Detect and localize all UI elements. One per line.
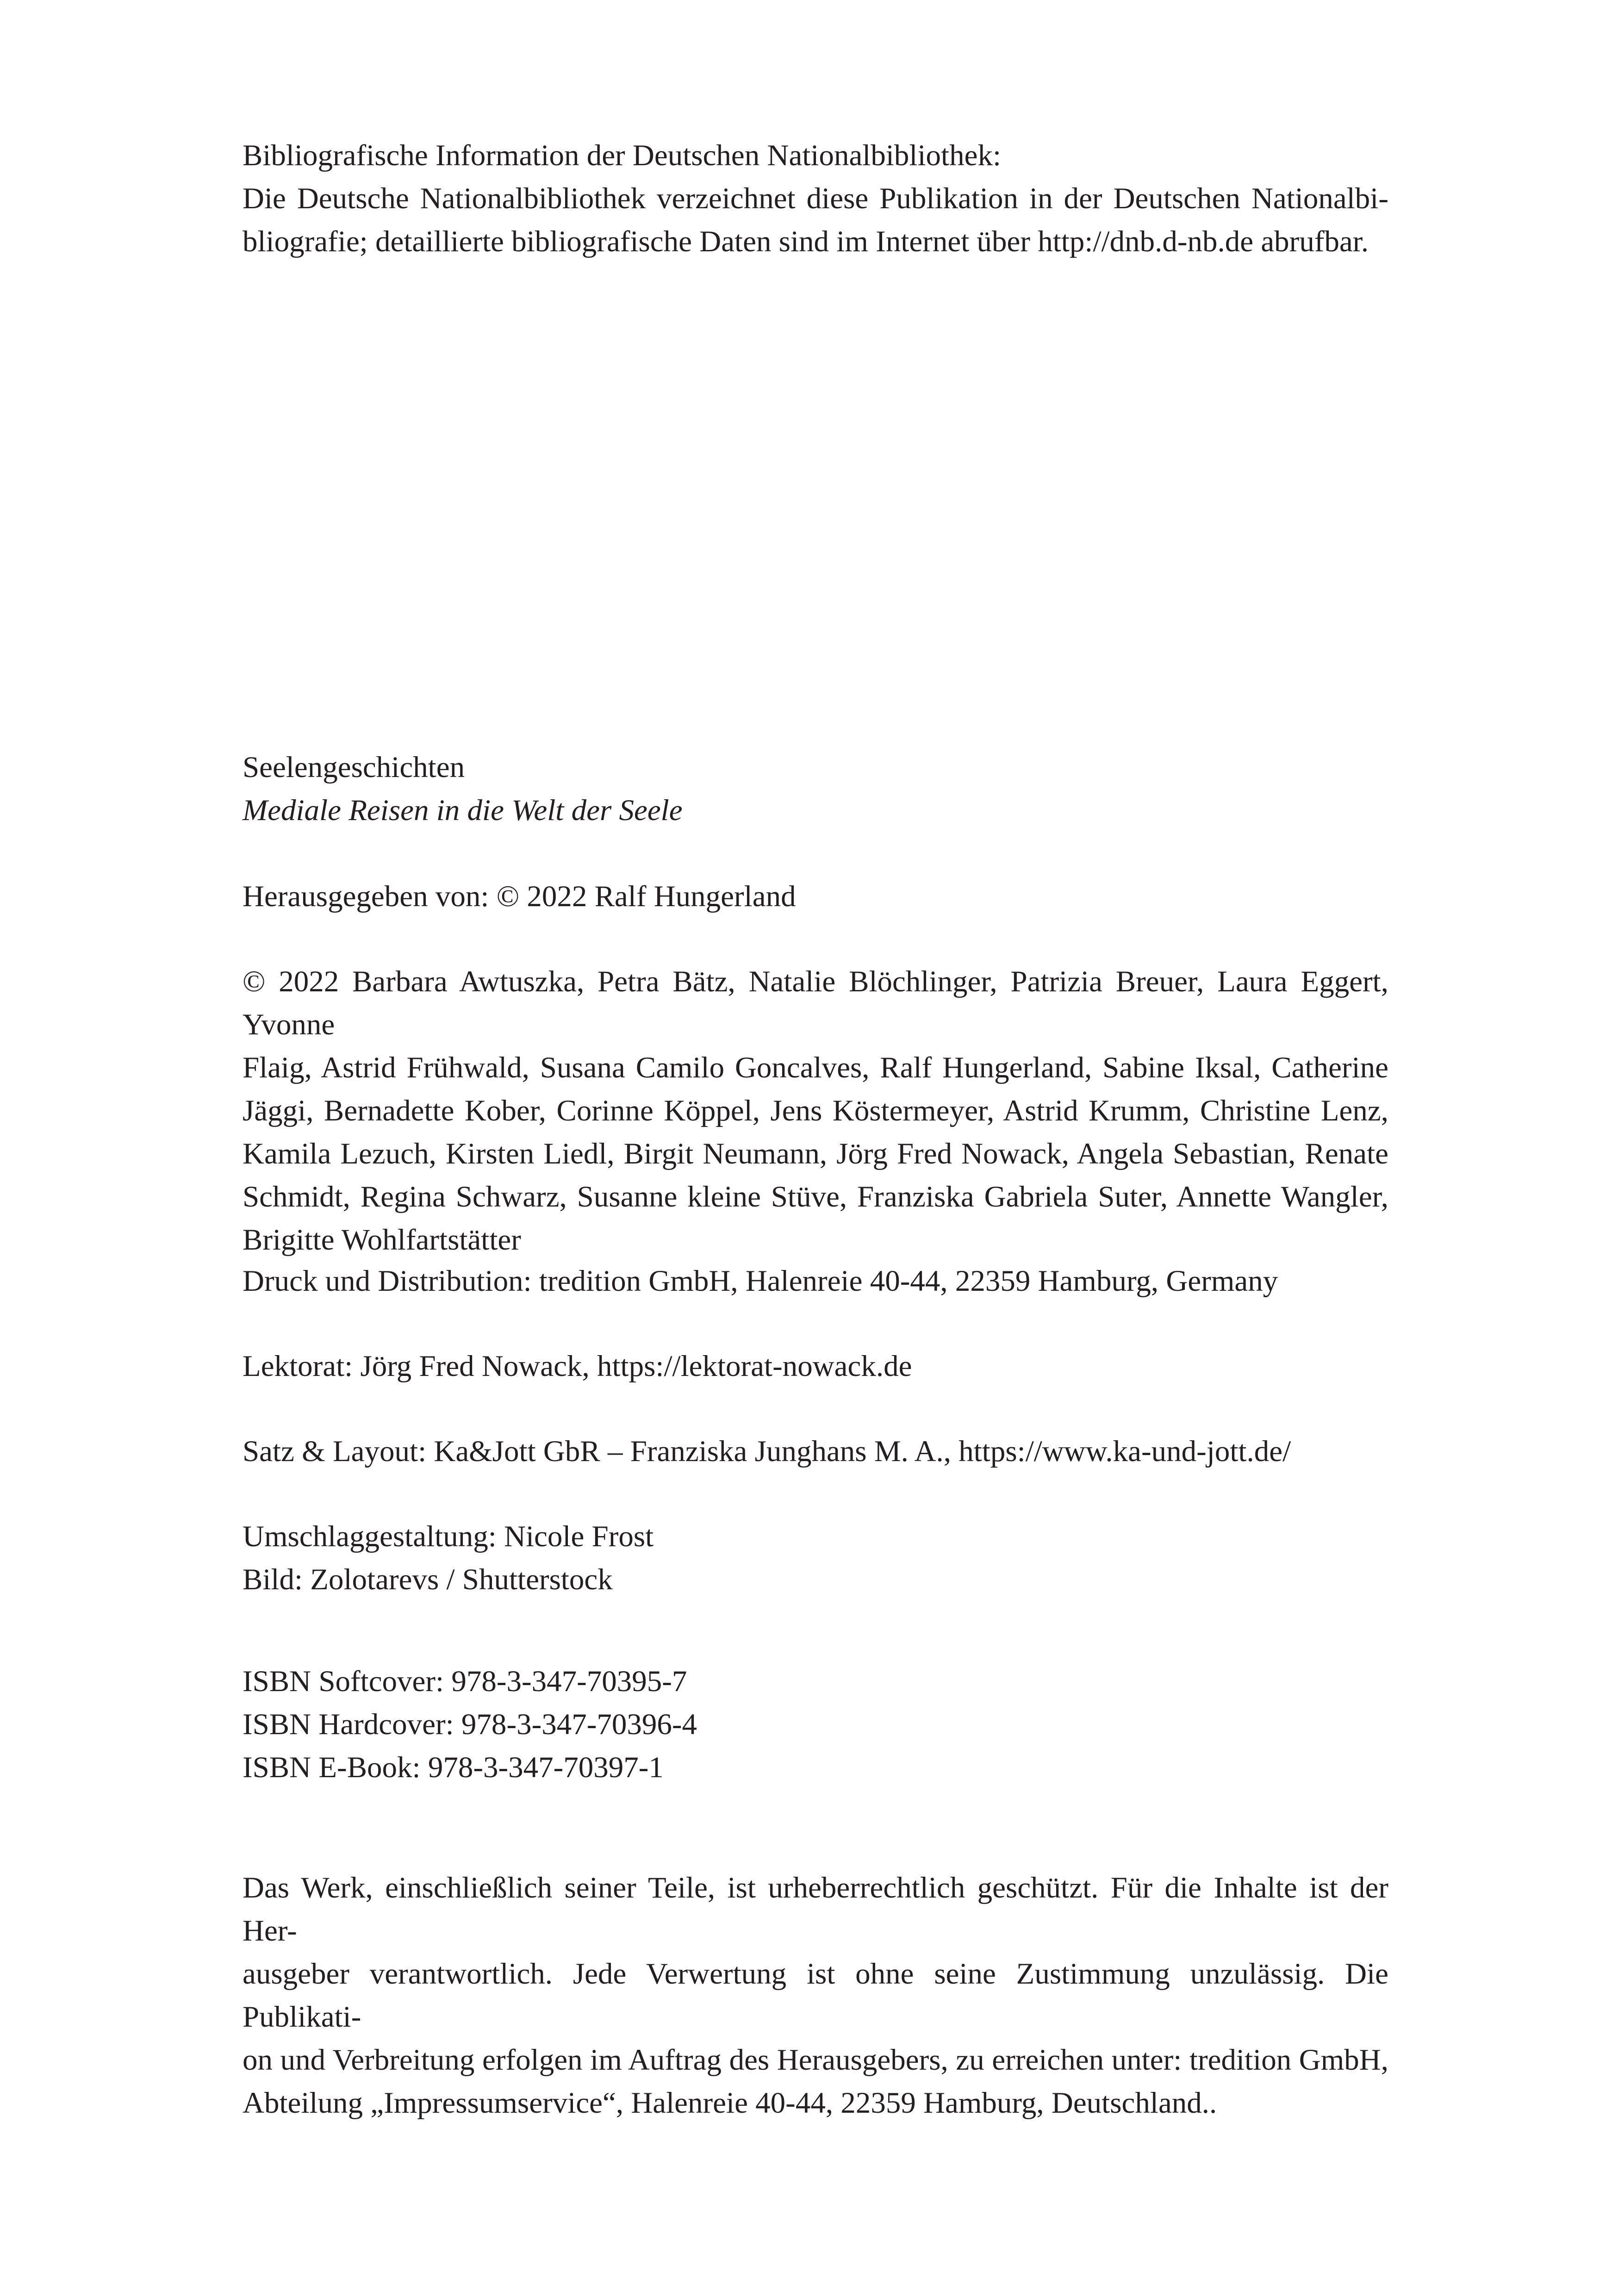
lektorat-credit	[243, 1345, 1388, 1388]
isbn-ebook: ISBN E-Book: 978-3-347-70397-1	[243, 1751, 664, 1784]
isbn-list	[243, 1660, 1388, 1789]
legal-notice	[243, 1867, 1388, 2125]
lektorat-line: Lektorat: Jörg Fred Nowack, https://lektorat-nowack.de	[243, 1350, 912, 1383]
book-title-block	[243, 746, 1388, 832]
authors-copyright	[243, 960, 1388, 1262]
isbn-softcover: ISBN Softcover: 978-3-347-70395-7	[243, 1665, 687, 1698]
legal-line: ausgeber verantwortlich. Jede Verwertung ist ohne seine Zustimmung unzulässig. Die Publikati-	[243, 1957, 1388, 2034]
editor-line: Herausgegeben von: © 2022 Ralf Hungerland	[243, 880, 796, 913]
book-subtitle: Mediale Reisen in die Welt der Seele	[243, 794, 683, 827]
bibliographic-heading: Bibliografische Information der Deutschen Nationalbibliothek:	[243, 139, 1001, 172]
authors-line: Jäggi, Bernadette Kober, Corinne Köppel, Jens Köstermeyer, Astrid Krumm, Christine Lenz,	[243, 1094, 1388, 1127]
cover-credit	[243, 1515, 1388, 1601]
book-title: Seelengeschichten	[243, 751, 465, 784]
authors-line: Kamila Lezuch, Kirsten Liedl, Birgit Neumann, Jörg Fred Nowack, Angela Sebastian, Renate	[243, 1137, 1388, 1170]
bibliographic-info	[243, 134, 1388, 263]
legal-line: on und Verbreitung erfolgen im Auftrag des Herausgebers, zu erreichen unter: tredition GmbH,	[243, 2043, 1388, 2077]
authors-line: Flaig, Astrid Frühwald, Susana Camilo Goncalves, Ralf Hungerland, Sabine Iksal, Catherine	[243, 1051, 1388, 1084]
print-distribution	[243, 1260, 1388, 1303]
layout-credit	[243, 1430, 1388, 1473]
isbn-hardcover: ISBN Hardcover: 978-3-347-70396-4	[243, 1708, 697, 1741]
cover-design-line: Umschlaggestaltung: Nicole Frost	[243, 1520, 654, 1553]
legal-line: Abteilung „Impressumservice“, Halenreie 40-44, 22359 Hamburg, Deutschland..	[243, 2086, 1217, 2120]
authors-line: © 2022 Barbara Awtuszka, Petra Bätz, Natalie Blöchlinger, Patrizia Breuer, Laura Eggert, Yvonne	[243, 965, 1388, 1041]
legal-line: Das Werk, einschließlich seiner Teile, ist urheberrechtlich geschützt. Für die Inhalte ist der Her-	[243, 1871, 1388, 1948]
layout-line: Satz & Layout: Ka&Jott GbR – Franziska Junghans M. A., https://www.ka-und-jott.de/	[243, 1435, 1291, 1468]
authors-line: Schmidt, Regina Schwarz, Susanne kleine Stüve, Franziska Gabriela Suter, Annette Wangler,	[243, 1180, 1388, 1213]
bibliographic-line: Die Deutsche Nationalbibliothek verzeichnet diese Publikation in der Deutschen Nationalbi-	[243, 182, 1388, 215]
print-line: Druck und Distribution: tredition GmbH, Halenreie 40-44, 22359 Hamburg, Germany	[243, 1264, 1278, 1298]
authors-line: Brigitte Wohlfartstätter	[243, 1223, 521, 1257]
cover-image-line: Bild: Zolotarevs / Shutterstock	[243, 1563, 613, 1596]
bibliographic-line: bliografie; detaillierte bibliografische Daten sind im Internet über http://dnb.d-nb.de abrufbar.	[243, 225, 1369, 258]
editor-credit	[243, 875, 1388, 918]
